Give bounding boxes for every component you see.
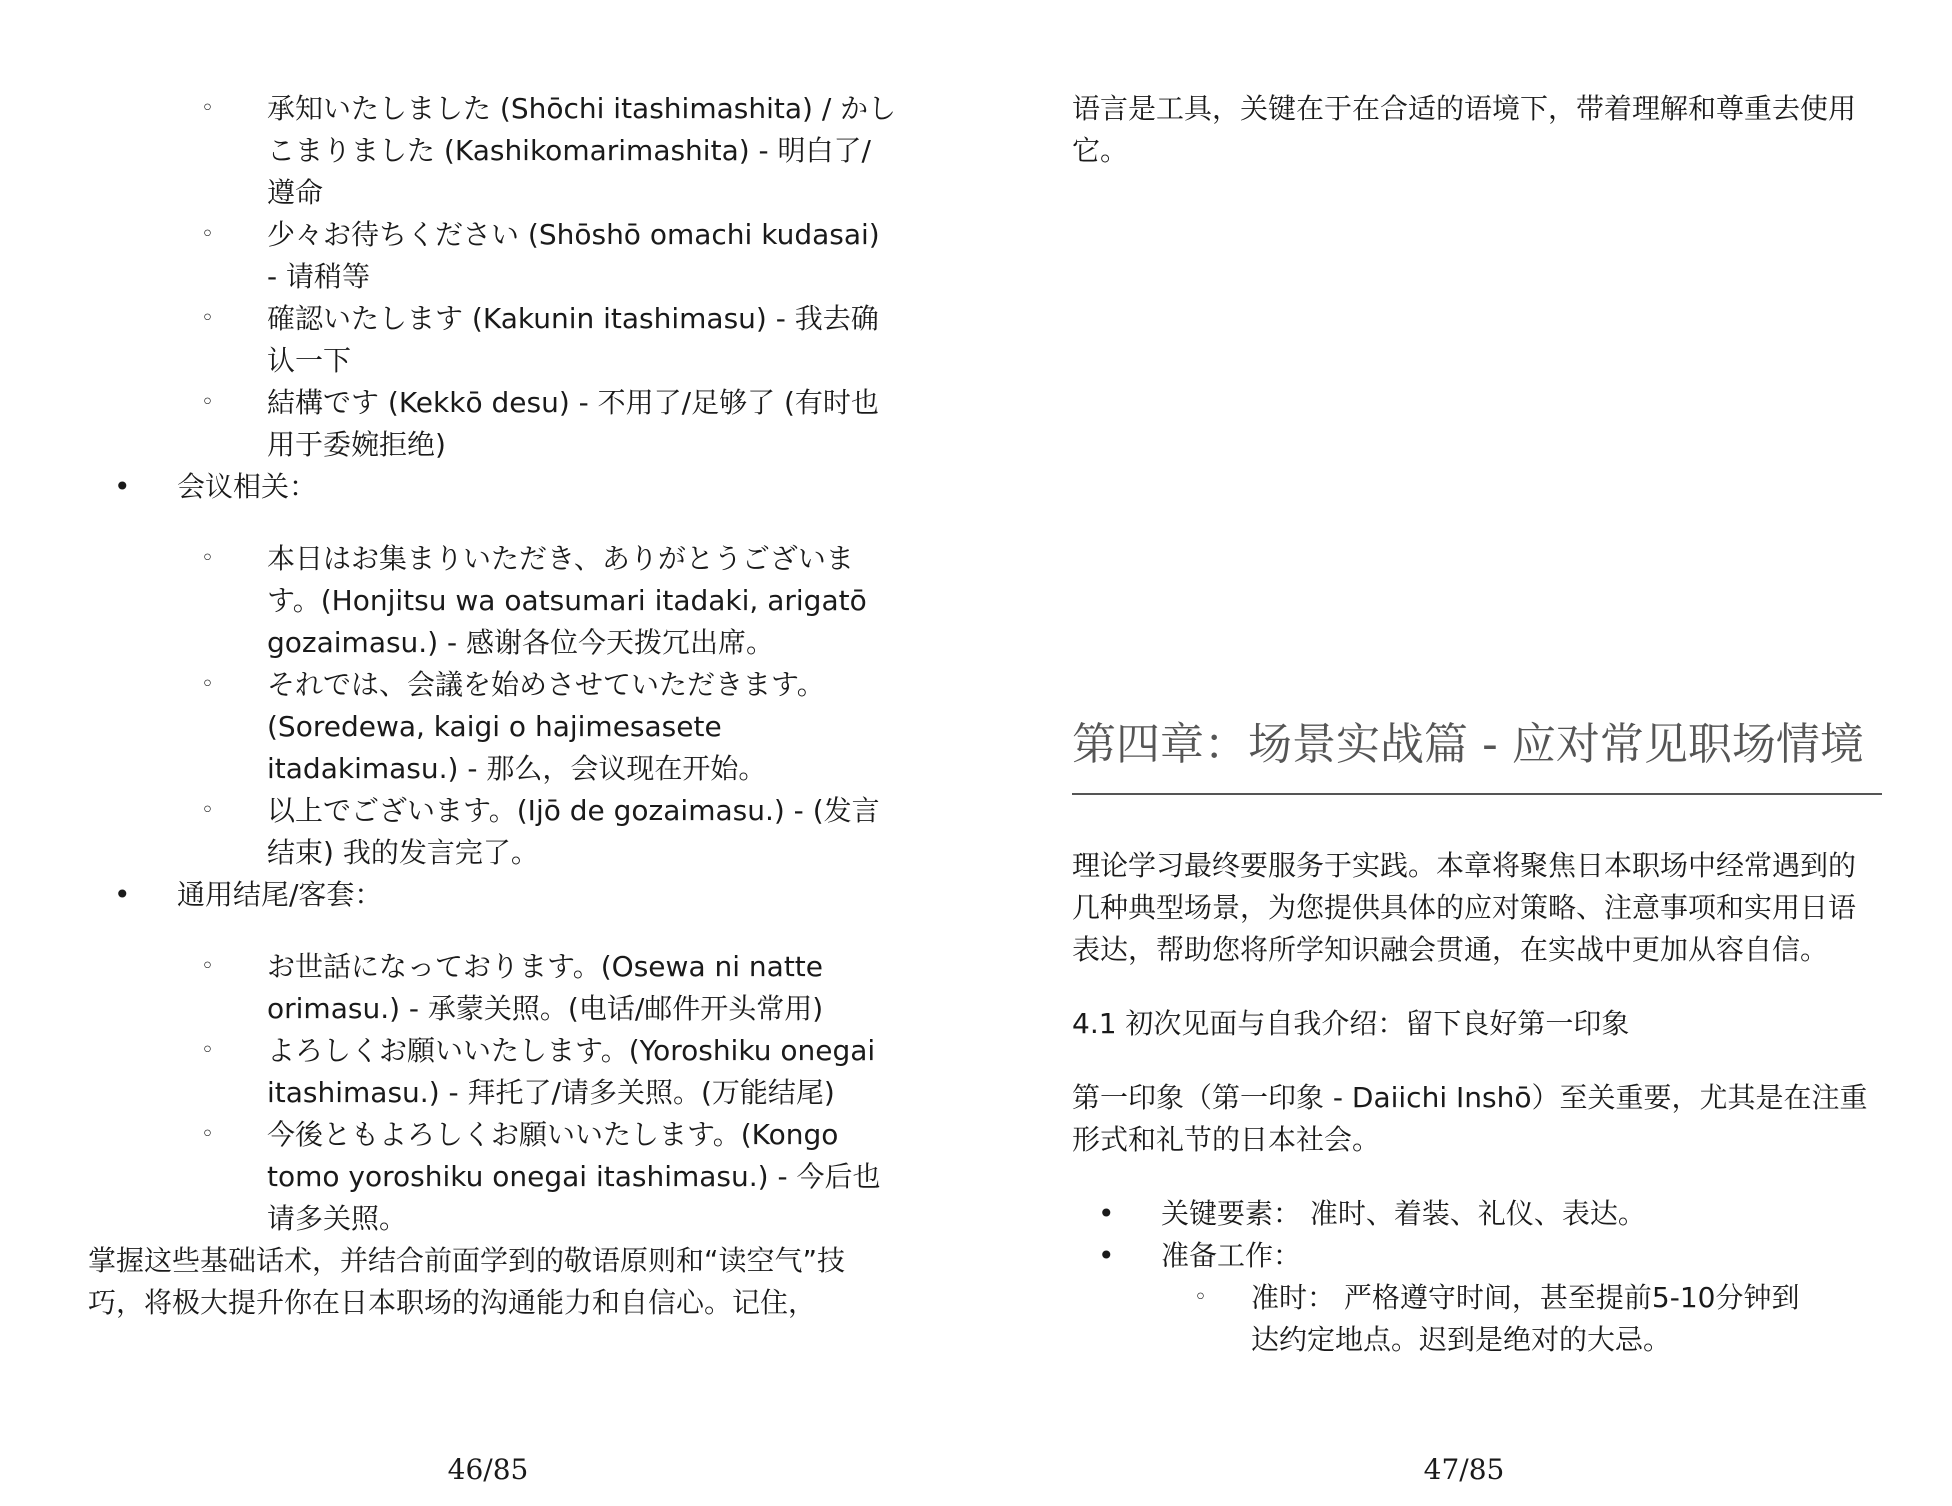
right-page: [976, 0, 1952, 1506]
prep-label-item: • 准备工作：: [1072, 1235, 1882, 1277]
closing-label: • 通用结尾/客套：: [88, 874, 898, 916]
intro-paragraph: 理论学习最终要服务于实践。本章将聚焦日本职场中经常遇到的几种典型场景，为您提供具体的应对策略、注意事项和实用日语表达，帮助您将所学知识融会贯通，在实战中更加从容自信。: [1072, 849, 1857, 966]
section-title: 4.1 初次见面与自我介绍：留下良好第一印象: [1072, 1007, 1630, 1040]
list-item: ◦ 確認いたします (Kakunin itashimasu) - 我去确认一下: [88, 298, 898, 382]
prep-items-list: [1072, 1277, 1882, 1361]
chapter-title: 第四章：场景实战篇 - 应对常见职场情境: [1072, 715, 1882, 795]
continuation-paragraph: 语言是工具，关键在于在合适的语境下，带着理解和尊重去使用它。: [1072, 92, 1857, 167]
page-number-right: 47/85: [1423, 1453, 1505, 1486]
meeting-label: • 会议相关：: [88, 466, 898, 508]
key-elements-item: • 关键要素： 准时、着装、礼仪、表达。: [1072, 1193, 1882, 1235]
list-item: ◦ よろしくお願いいたします。(Yoroshiku onegai itashimasu.) - 拜托了/请多关照。(万能结尾): [88, 1030, 898, 1114]
list-item: ◦ 承知いたしました (Shōchi itashimashita) / かしこまりました (Kashikomarimashita) - 明白了/遵命: [88, 88, 898, 214]
phrase-list-basic: [88, 88, 898, 466]
list-item: ◦ 少々お待ちください (Shōshō omachi kudasai) - 请稍等: [88, 214, 898, 298]
list-item: ◦ 本日はお集まりいただき、ありがとうございます。(Honjitsu wa oatsumari itadaki, arigatō gozaimasu.) - 感谢各位今天拨冗出席。: [88, 538, 898, 664]
chapter-body: [1072, 845, 1882, 1361]
list-item: ◦ それでは、会議を始めさせていただきます。(Soredewa, kaigi o hajimesasete itadakimasu.) - 那么，会议现在开始。: [88, 664, 898, 790]
summary-paragraph: 掌握这些基础话术，并结合前面学到的敬语原则和“读空气”技巧，将极大提升你在日本职场的沟通能力和自信心。记住，: [88, 1244, 846, 1319]
key-points-list: [1072, 1193, 1882, 1277]
meeting-section: [88, 466, 898, 508]
page-number-left: 46/85: [447, 1453, 529, 1486]
list-item: ◦ 以上でございます。(Ijō de gozaimasu.) - (发言结束) 我的发言完了。: [88, 790, 898, 874]
section-paragraph: 第一印象（第一印象 - Daiichi Inshō）至关重要，尤其是在注重形式和礼节的日本社会。: [1072, 1081, 1868, 1156]
list-item: ◦ 准时： 严格遵守时间，甚至提前5-10分钟到达约定地点。迟到是绝对的大忌。: [1072, 1277, 1811, 1361]
list-item: ◦ 今後ともよろしくお願いいたします。(Kongo tomo yoroshiku onegai itashimasu.) - 今后也请多关照。: [88, 1114, 898, 1240]
right-page-content: [1072, 88, 1882, 172]
left-page-content: [88, 88, 898, 1324]
phrase-list-closing: [88, 946, 898, 1240]
closing-section: [88, 874, 898, 916]
list-item: ◦ 結構です (Kekkō desu) - 不用了/足够了 (有时也用于委婉拒绝): [88, 382, 898, 466]
list-item: ◦ お世話になっております。(Osewa ni natte orimasu.) - 承蒙关照。(电话/邮件开头常用): [88, 946, 898, 1030]
phrase-list-meeting: [88, 538, 898, 874]
